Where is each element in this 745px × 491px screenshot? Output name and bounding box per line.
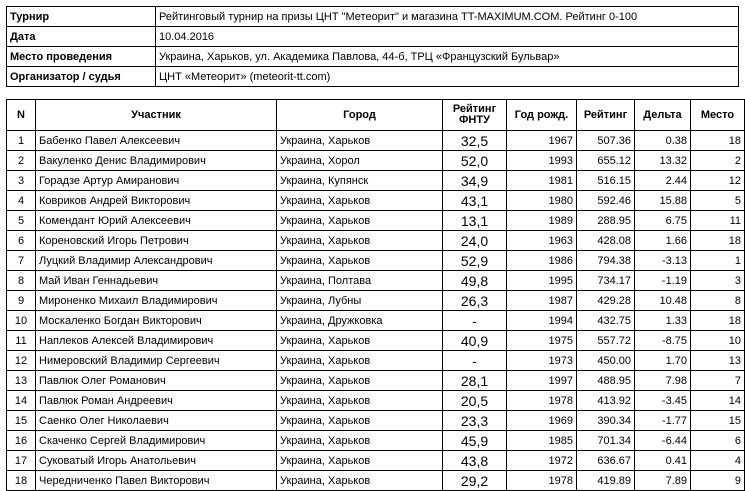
delta-value: -3.13: [635, 251, 691, 271]
rating-value: 655.12: [577, 151, 635, 171]
info-row: [7, 27, 739, 47]
table-row: [7, 211, 745, 231]
rating-value: 516.15: [577, 171, 635, 191]
delta-value: -1.77: [635, 411, 691, 431]
place-value: 8: [691, 291, 745, 311]
results-body: [7, 131, 745, 491]
column-header-city: Город: [277, 100, 443, 131]
participant-name: Москаленко Богдан Викторович: [36, 311, 277, 331]
birth-year: 1987: [507, 291, 577, 311]
row-number: 4: [7, 191, 36, 211]
birth-year: 1986: [507, 251, 577, 271]
fntu-rating: 20,5: [443, 391, 507, 411]
info-row: [7, 47, 739, 67]
row-number: 13: [7, 371, 36, 391]
info-label: Организатор / судья: [7, 67, 156, 87]
info-label: Турнир: [7, 7, 156, 27]
birth-year: 1980: [507, 191, 577, 211]
info-value: Рейтинговый турнир на призы ЦНТ "Метеорит" и магазина TT-MAXIMUM.COM. Рейтинг 0-100: [156, 7, 739, 27]
table-row: [7, 271, 745, 291]
participant-city: Украина, Харьков: [277, 331, 443, 351]
row-number: 16: [7, 431, 36, 451]
birth-year: 1972: [507, 451, 577, 471]
participant-name: Горадзе Артур Амиранович: [36, 171, 277, 191]
rating-value: 428.08: [577, 231, 635, 251]
participant-city: Украина, Харьков: [277, 131, 443, 151]
table-row: [7, 311, 745, 331]
birth-year: 1969: [507, 411, 577, 431]
place-value: 11: [691, 211, 745, 231]
info-value: Украина, Харьков, ул. Академика Павлова, 44-б, ТРЦ «Французский Бульвар»: [156, 47, 739, 67]
table-row: [7, 151, 745, 171]
birth-year: 1978: [507, 471, 577, 491]
table-row: [7, 451, 745, 471]
delta-value: 10.48: [635, 291, 691, 311]
info-value: 10.04.2016: [156, 27, 739, 47]
place-value: 7: [691, 371, 745, 391]
row-number: 18: [7, 471, 36, 491]
birth-year: 1973: [507, 351, 577, 371]
participant-name: Павлюк Олег Романович: [36, 371, 277, 391]
column-header-delta: Дельта: [635, 100, 691, 131]
fntu-rating: 29,2: [443, 471, 507, 491]
place-value: 15: [691, 411, 745, 431]
participant-city: Украина, Харьков: [277, 411, 443, 431]
rating-value: 432.75: [577, 311, 635, 331]
place-value: 5: [691, 191, 745, 211]
fntu-rating: 26,3: [443, 291, 507, 311]
results-table: [6, 99, 745, 491]
participant-city: Украина, Харьков: [277, 191, 443, 211]
delta-value: -6.44: [635, 431, 691, 451]
place-value: 14: [691, 391, 745, 411]
place-value: 3: [691, 271, 745, 291]
place-value: 6: [691, 431, 745, 451]
delta-value: 15.88: [635, 191, 691, 211]
table-row: [7, 131, 745, 151]
table-row: [7, 471, 745, 491]
participant-city: Украина, Харьков: [277, 351, 443, 371]
birth-year: 1985: [507, 431, 577, 451]
delta-value: 7.98: [635, 371, 691, 391]
row-number: 12: [7, 351, 36, 371]
place-value: 2: [691, 151, 745, 171]
participant-city: Украина, Лубны: [277, 291, 443, 311]
participant-name: Павлюк Роман Андреевич: [36, 391, 277, 411]
tournament-info-table: [6, 6, 739, 87]
delta-value: 1.33: [635, 311, 691, 331]
birth-year: 1995: [507, 271, 577, 291]
participant-name: Вакуленко Денис Владимирович: [36, 151, 277, 171]
place-value: 12: [691, 171, 745, 191]
participant-city: Украина, Харьков: [277, 391, 443, 411]
rating-value: 734.17: [577, 271, 635, 291]
participant-city: Украина, Полтава: [277, 271, 443, 291]
fntu-rating: 34,9: [443, 171, 507, 191]
rating-value: 419.89: [577, 471, 635, 491]
info-label: Место проведения: [7, 47, 156, 67]
rating-value: 429.28: [577, 291, 635, 311]
participant-name: Наплеков Алексей Владимирович: [36, 331, 277, 351]
place-value: 4: [691, 451, 745, 471]
place-value: 9: [691, 471, 745, 491]
participant-city: Украина, Купянск: [277, 171, 443, 191]
delta-value: -3.45: [635, 391, 691, 411]
rating-value: 450.00: [577, 351, 635, 371]
fntu-rating: -: [443, 311, 507, 331]
participant-city: Украина, Харьков: [277, 451, 443, 471]
rating-value: 592.46: [577, 191, 635, 211]
participant-name: Мироненко Михаил Владимирович: [36, 291, 277, 311]
place-value: 18: [691, 131, 745, 151]
participant-city: Украина, Харьков: [277, 431, 443, 451]
fntu-rating: -: [443, 351, 507, 371]
participant-name: Саенко Олег Николаевич: [36, 411, 277, 431]
results-header-row: [7, 100, 745, 131]
participant-name: Комендант Юрий Алексеевич: [36, 211, 277, 231]
place-value: 18: [691, 311, 745, 331]
fntu-rating: 43,8: [443, 451, 507, 471]
table-row: [7, 291, 745, 311]
rating-value: 794.38: [577, 251, 635, 271]
delta-value: 0.41: [635, 451, 691, 471]
birth-year: 1994: [507, 311, 577, 331]
rating-value: 488.95: [577, 371, 635, 391]
row-number: 11: [7, 331, 36, 351]
row-number: 9: [7, 291, 36, 311]
row-number: 17: [7, 451, 36, 471]
row-number: 5: [7, 211, 36, 231]
rating-value: 701.34: [577, 431, 635, 451]
table-row: [7, 431, 745, 451]
row-number: 2: [7, 151, 36, 171]
row-number: 7: [7, 251, 36, 271]
birth-year: 1975: [507, 331, 577, 351]
birth-year: 1978: [507, 391, 577, 411]
fntu-rating: 13,1: [443, 211, 507, 231]
participant-name: Чередниченко Павел Викторович: [36, 471, 277, 491]
place-value: 13: [691, 351, 745, 371]
column-header-birth-year: Год рожд.: [507, 100, 577, 131]
row-number: 8: [7, 271, 36, 291]
birth-year: 1993: [507, 151, 577, 171]
info-value: ЦНТ «Метеорит» (meteorit-tt.com): [156, 67, 739, 87]
rating-value: 413.92: [577, 391, 635, 411]
participant-city: Украина, Харьков: [277, 251, 443, 271]
fntu-rating: 24,0: [443, 231, 507, 251]
delta-value: -8.75: [635, 331, 691, 351]
delta-value: -1.19: [635, 271, 691, 291]
fntu-rating: 45,9: [443, 431, 507, 451]
delta-value: 13.32: [635, 151, 691, 171]
column-header-place: Место: [691, 100, 745, 131]
place-value: 1: [691, 251, 745, 271]
rating-value: 636.67: [577, 451, 635, 471]
info-row: [7, 7, 739, 27]
fntu-rating: 43,1: [443, 191, 507, 211]
participant-city: Украина, Дружковка: [277, 311, 443, 331]
info-label: Дата: [7, 27, 156, 47]
participant-city: Украина, Харьков: [277, 371, 443, 391]
row-number: 15: [7, 411, 36, 431]
fntu-rating: 23,3: [443, 411, 507, 431]
column-header-rating: Рейтинг: [577, 100, 635, 131]
row-number: 10: [7, 311, 36, 331]
participant-city: Украина, Харьков: [277, 211, 443, 231]
table-row: [7, 171, 745, 191]
participant-name: Скаченко Сергей Владимирович: [36, 431, 277, 451]
table-row: [7, 411, 745, 431]
table-row: [7, 231, 745, 251]
participant-city: Украина, Хорол: [277, 151, 443, 171]
fntu-rating: 49,8: [443, 271, 507, 291]
birth-year: 1989: [507, 211, 577, 231]
row-number: 1: [7, 131, 36, 151]
table-row: [7, 191, 745, 211]
birth-year: 1981: [507, 171, 577, 191]
rating-value: 390.34: [577, 411, 635, 431]
table-row: [7, 351, 745, 371]
delta-value: 7.89: [635, 471, 691, 491]
place-value: 10: [691, 331, 745, 351]
table-row: [7, 251, 745, 271]
participant-name: Май Иван Геннадьевич: [36, 271, 277, 291]
participant-city: Украина, Харьков: [277, 471, 443, 491]
row-number: 3: [7, 171, 36, 191]
fntu-rating: 28,1: [443, 371, 507, 391]
table-row: [7, 331, 745, 351]
rating-value: 288.95: [577, 211, 635, 231]
table-row: [7, 391, 745, 411]
participant-name: Кореновский Игорь Петрович: [36, 231, 277, 251]
column-header-participant: Участник: [36, 100, 277, 131]
participant-name: Луцкий Владимир Александрович: [36, 251, 277, 271]
delta-value: 2.44: [635, 171, 691, 191]
participant-name: Бабенко Павел Алексеевич: [36, 131, 277, 151]
column-header-n: N: [7, 100, 36, 131]
fntu-rating: 40,9: [443, 331, 507, 351]
delta-value: 1.70: [635, 351, 691, 371]
rating-value: 507.36: [577, 131, 635, 151]
info-row: [7, 67, 739, 87]
table-row: [7, 371, 745, 391]
delta-value: 0.38: [635, 131, 691, 151]
birth-year: 1967: [507, 131, 577, 151]
delta-value: 1.66: [635, 231, 691, 251]
birth-year: 1963: [507, 231, 577, 251]
row-number: 6: [7, 231, 36, 251]
participant-name: Ковриков Андрей Викторович: [36, 191, 277, 211]
row-number: 14: [7, 391, 36, 411]
delta-value: 6.75: [635, 211, 691, 231]
participant-city: Украина, Харьков: [277, 231, 443, 251]
fntu-rating: 32,5: [443, 131, 507, 151]
fntu-rating: 52,0: [443, 151, 507, 171]
participant-name: Суковатый Игорь Анатольевич: [36, 451, 277, 471]
rating-value: 557.72: [577, 331, 635, 351]
participant-name: Нимеровский Владимир Сергеевич: [36, 351, 277, 371]
column-header-fntu-rating: Рейтинг ФНТУ: [443, 100, 507, 131]
place-value: 18: [691, 231, 745, 251]
birth-year: 1997: [507, 371, 577, 391]
fntu-rating: 52,9: [443, 251, 507, 271]
